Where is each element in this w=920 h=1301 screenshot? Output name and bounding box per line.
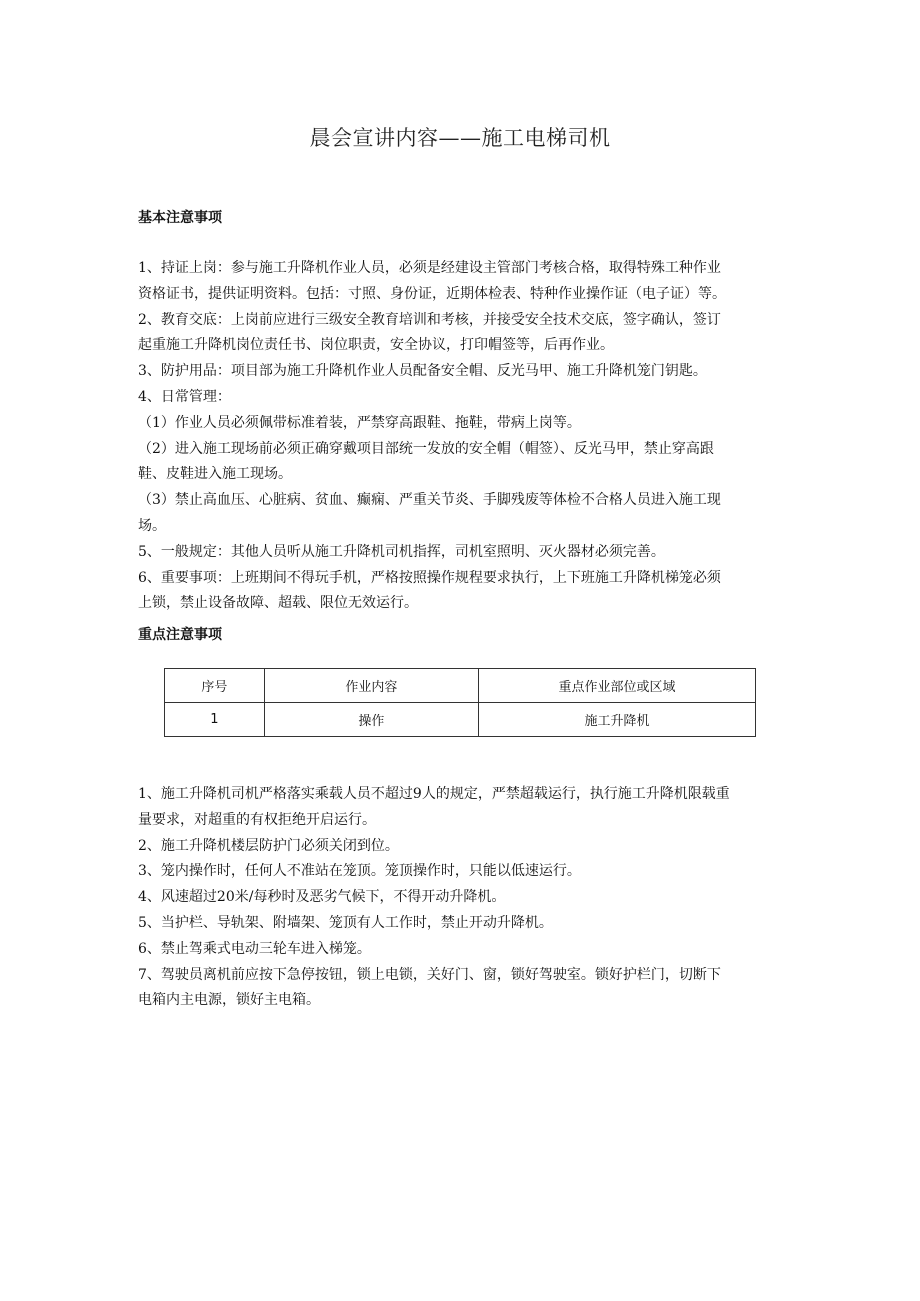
text-line: （1）作业人员必须佩带标准着装，严禁穿高跟鞋、拖鞋，带病上岗等。 xyxy=(138,414,581,431)
text-line: （2）进入施工现场前必须正确穿戴项目部统一发放的安全帽（帽签）、反光马甲，禁止穿高跟 xyxy=(138,440,714,457)
text-line: 1、施工升降机司机严格落实乘载人员不超过9人的规定，严禁超载运行，执行施工升降机限载重 xyxy=(138,786,730,802)
key-notes-block xyxy=(138,782,788,1014)
column-header-key-area: 重点作业部位或区域 xyxy=(478,669,755,703)
table-cell-key-area: 施工升降机 xyxy=(478,703,755,737)
text-line: 起重施工升降机岗位责任书、岗位职责，安全协议，打印帽签等，后再作业。 xyxy=(138,337,614,354)
column-header-number: 序号 xyxy=(165,669,265,703)
text-line: 6、重要事项：上班期间不得玩手机，严格按照操作规程要求执行，上下班施工升降机梯笼必须 xyxy=(138,569,721,586)
text-line: （3）禁止高血压、心脏病、贫血、癫痫、严重关节炎、手脚残废等体检不合格人员进入施工现 xyxy=(138,492,721,509)
text-line: 1、持证上岗：参与施工升降机作业人员，必须是经建设主管部门考核合格，取得特殊工种作业 xyxy=(138,260,721,276)
text-line: 5、当护栏、导轨架、附墙架、笼顶有人工作时，禁止开动升降机。 xyxy=(138,914,553,931)
table-cell-number: 1 xyxy=(165,703,265,737)
column-header-work-content: 作业内容 xyxy=(264,669,478,703)
table-row xyxy=(165,703,756,737)
text-line: 7、驾驶员离机前应按下急停按钮，锁上电锁，关好门、窗，锁好驾驶室。锁好护栏门，切断下 xyxy=(138,966,721,983)
section-heading-basic: 基本注意事项 xyxy=(138,210,222,226)
section-heading-key: 重点注意事项 xyxy=(138,627,222,643)
text-line: 4、日常管理： xyxy=(138,388,231,405)
text-line: 6、禁止驾乘式电动三轮车进入梯笼。 xyxy=(138,940,371,957)
text-line: 3、笼内操作时，任何人不准站在笼顶。笼顶操作时，只能以低速运行。 xyxy=(138,863,581,880)
text-line: 2、施工升降机楼层防护门必须关闭到位。 xyxy=(138,837,399,854)
text-line: 4、风速超过20米/每秒时及恶劣气候下，不得开动升降机。 xyxy=(138,889,506,906)
text-line: 3、防护用品：项目部为施工升降机作业人员配备安全帽、反光马甲、施工升降机笼门钥匙。 xyxy=(138,363,707,380)
basic-notes-block xyxy=(138,256,788,617)
table-cell-work-content: 操作 xyxy=(264,703,478,737)
text-line: 场。 xyxy=(138,517,166,534)
page-title: 晨会宣讲内容——施工电梯司机 xyxy=(309,126,611,150)
text-line: 资格证书，提供证明资料。包括：寸照、身份证，近期体检表、特种作业操作证（电子证）等。 xyxy=(138,285,726,302)
table-header-row xyxy=(165,669,756,703)
text-line: 5、一般规定：其他人员听从施工升降机司机指挥，司机室照明、灭火器材必须完善。 xyxy=(138,543,665,560)
key-work-table xyxy=(164,668,756,737)
text-line: 上锁，禁止设备故障、超载、限位无效运行。 xyxy=(138,595,418,612)
text-line: 电箱内主电源，锁好主电箱。 xyxy=(138,992,320,1009)
text-line: 量要求，对超重的有权拒绝开启运行。 xyxy=(138,811,376,828)
text-line: 鞋、皮鞋进入施工现场。 xyxy=(138,466,292,483)
text-line: 2、教育交底：上岗前应进行三级安全教育培训和考核，并接受安全技术交底，签字确认，签订 xyxy=(138,311,721,328)
